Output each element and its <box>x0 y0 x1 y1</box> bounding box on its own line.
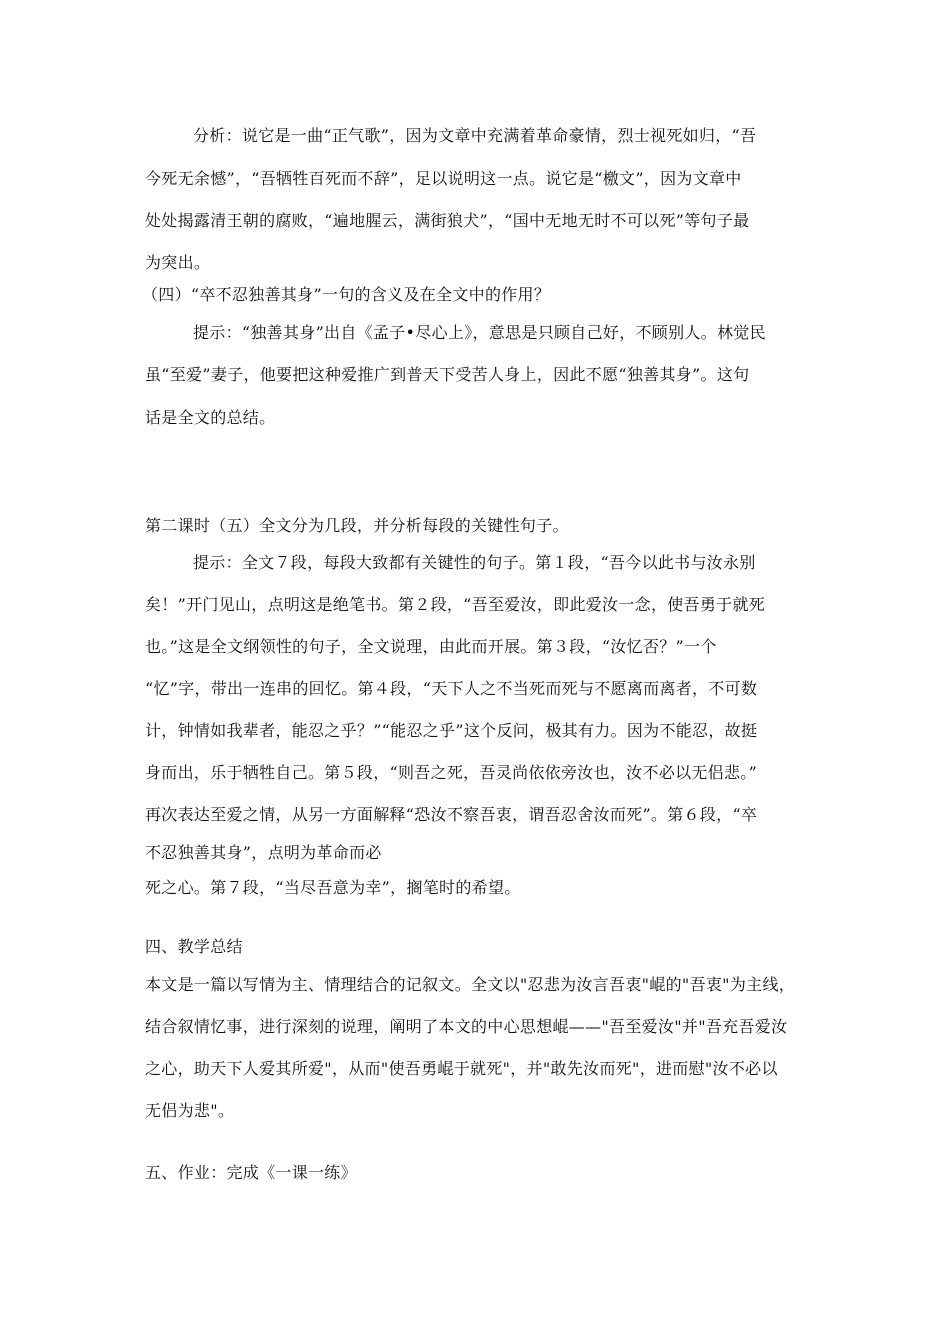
hint4-line-1: 提示：“独善其身”出自《孟子•尽心上》，意思是只顾自己好，不顾别人。林觉民 <box>193 323 766 342</box>
hint5-line-5: 计，钟情如我辈者，能忍之乎？”“能忍之乎”这个反问，极其有力。因为不能忍，故挺 <box>145 721 758 740</box>
analysis-line-4: 为突出。 <box>145 253 211 272</box>
homework-line: 五、作业：完成《一课一练》 <box>145 1163 357 1182</box>
summary-heading: 四、教学总结 <box>145 937 243 956</box>
hint5-line-9: 死之心。第７段，“当尽吾意为幸”，搁笔时的希望。 <box>145 878 521 897</box>
hint5-line-2: 矣！”开门见山，点明这是绝笔书。第２段，“吾至爱汝，即此爱汝一念，使吾勇于就死 <box>145 595 766 614</box>
summary-line-1: 本文是一篇以写情为主、情理结合的记叙文。全文以"忍悲为汝言吾衷"崐的"吾衷"为主线， <box>145 975 796 994</box>
analysis-line-3: 处处揭露清王朝的腐败，“遍地腥云，满街狼犬”，“国中无地无时不可以死”等句子最 <box>145 211 750 230</box>
hint5-line-4: “忆”字，带出一连串的回忆。第４段，“天下人之不当死而死与不愿离而离者，不可数 <box>145 679 758 698</box>
analysis-line-1: 分析：说它是一曲“正气歌”，因为文章中充满着革命豪情，烈士视死如归，“吾 <box>193 126 757 145</box>
hint5-line-1: 提示：全文７段，每段大致都有关键性的句子。第１段，“吾今以此书与汝永别 <box>193 553 756 572</box>
analysis-line-2: 今死无余憾”，“吾牺牲百死而不辞”，足以说明这一点。说它是“檄文”，因为文章中 <box>145 169 742 188</box>
hint4-line-2: 虽“至爱”妻子，他要把这种爱推广到普天下受苦人身上，因此不愿“独善其身”。这句 <box>145 365 750 384</box>
summary-line-2: 结合叙情忆事，进行深刻的说理，阐明了本文的中心思想崐——"吾至爱汝"并"吾充吾爱汝 <box>145 1017 788 1036</box>
summary-line-3: 之心，助天下人爱其所爱"，从而"使吾勇崐于就死"，并"敢先汝而死"，进而慰"汝不必以 <box>145 1059 778 1078</box>
hint5-line-7: 再次表达至爱之情，从另一方面解释“恐汝不察吾衷，谓吾忍舍汝而死”。第６段，“卒 <box>145 805 758 824</box>
question-4: （四）“卒不忍独善其身”一句的含义及在全文中的作用？ <box>142 285 551 304</box>
question-5: 第二课时（五）全文分为几段，并分析每段的关键性句子。 <box>145 516 569 535</box>
hint5-line-6: 身而出，乐于牺牲自己。第５段，“则吾之死，吾灵尚依依旁汝也，汝不必以无侣悲。” <box>145 763 758 782</box>
hint5-line-8: 不忍独善其身”，点明为革命而必 <box>145 843 382 862</box>
summary-line-4: 无侣为悲"。 <box>145 1101 235 1120</box>
hint4-line-3: 话是全文的总结。 <box>145 408 276 427</box>
hint5-line-3: 也。”这是全文纲领性的句子，全文说理，由此而开展。第３段，“汝忆否？”一个 <box>145 637 717 656</box>
